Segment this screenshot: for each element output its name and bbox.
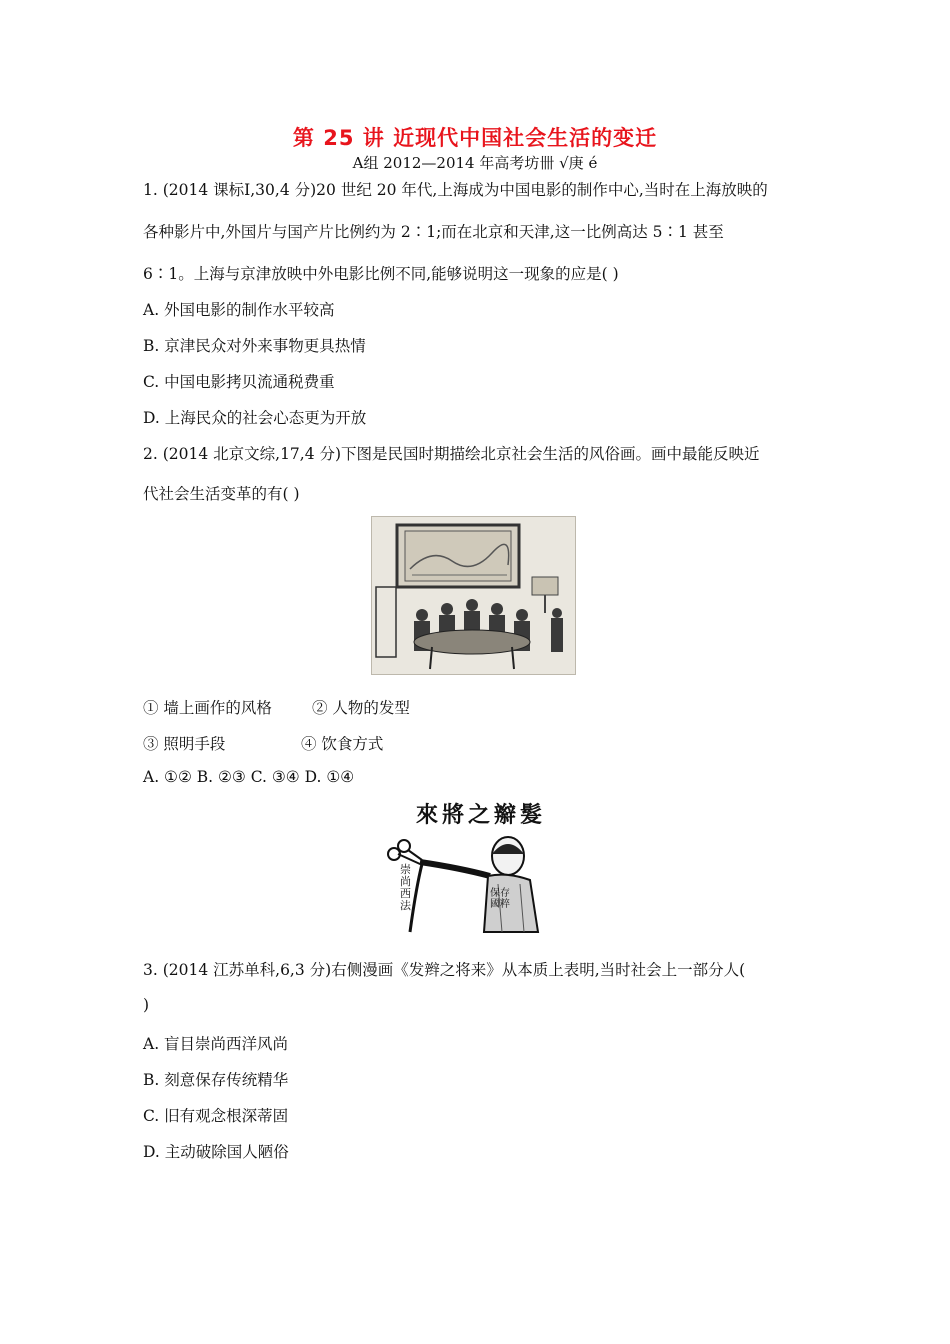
section-subtitle: A组 2012—2014 年高考坊卌 √庚 é: [352, 154, 598, 172]
q1-stem-line3: 6∶1。上海与京津放映中外电影比例不同,能够说明这一现象的应是( ): [143, 265, 619, 283]
q3-option-d: D. 主动破除国人陋俗: [143, 1143, 289, 1161]
q3-stem-line2: ): [143, 996, 150, 1014]
q3-stem-line1: 3. (2014 江苏单科,6,3 分)右侧漫画《发辫之将来》从本质上表明,当时社会上一部分人(: [143, 961, 746, 979]
q1-stem-line1: 1. (2014 课标Ⅰ,30,4 分)20 世纪 20 年代,上海成为中国电影的制作中心,当时在上海放映的: [143, 181, 768, 199]
q1-option-b: B. 京津民众对外来事物更具热情: [143, 337, 366, 355]
cartoon-caption: 來將之辮髮: [416, 802, 547, 828]
cartoon-label-right: 保存國粹: [490, 888, 510, 910]
page-title: 第 25 讲 近现代中国社会生活的变迁: [292, 126, 658, 150]
q2-stem-line1: 2. (2014 北京文综,17,4 分)下图是民国时期描绘北京社会生活的风俗画。画中最能反映近: [143, 445, 760, 463]
q2-item-2: ② 人物的发型: [312, 699, 410, 717]
q1-option-c: C. 中国电影拷贝流通税费重: [143, 373, 335, 391]
q2-stem-line2: 代社会生活变革的有( ): [143, 485, 300, 503]
q3-option-c: C. 旧有观念根深蒂固: [143, 1107, 289, 1125]
q1-stem-line2: 各种影片中,外国片与国产片比例约为 2∶1;而在北京和天津,这一比例高达 5∶1 甚至: [143, 223, 724, 241]
q2-item-3: ③ 照明手段: [143, 735, 226, 753]
q2-item-4: ④ 饮食方式: [301, 735, 384, 753]
q2-item-1: ① 墙上画作的风格: [143, 699, 272, 717]
q1-option-a: A. 外国电影的制作水平较高: [143, 301, 335, 319]
cartoon-label-left: 崇尚西法: [400, 863, 411, 912]
genre-painting-image: [371, 516, 576, 675]
braid-cartoon-image: [380, 798, 570, 934]
q3-option-b: B. 刻意保存传统精华: [143, 1071, 289, 1089]
q2-answer-options: A. ①② B. ②③ C. ③④ D. ①④: [143, 768, 355, 786]
q1-option-d: D. 上海民众的社会心态更为开放: [143, 409, 367, 427]
q3-option-a: A. 盲目崇尚西洋风尚: [143, 1035, 289, 1053]
